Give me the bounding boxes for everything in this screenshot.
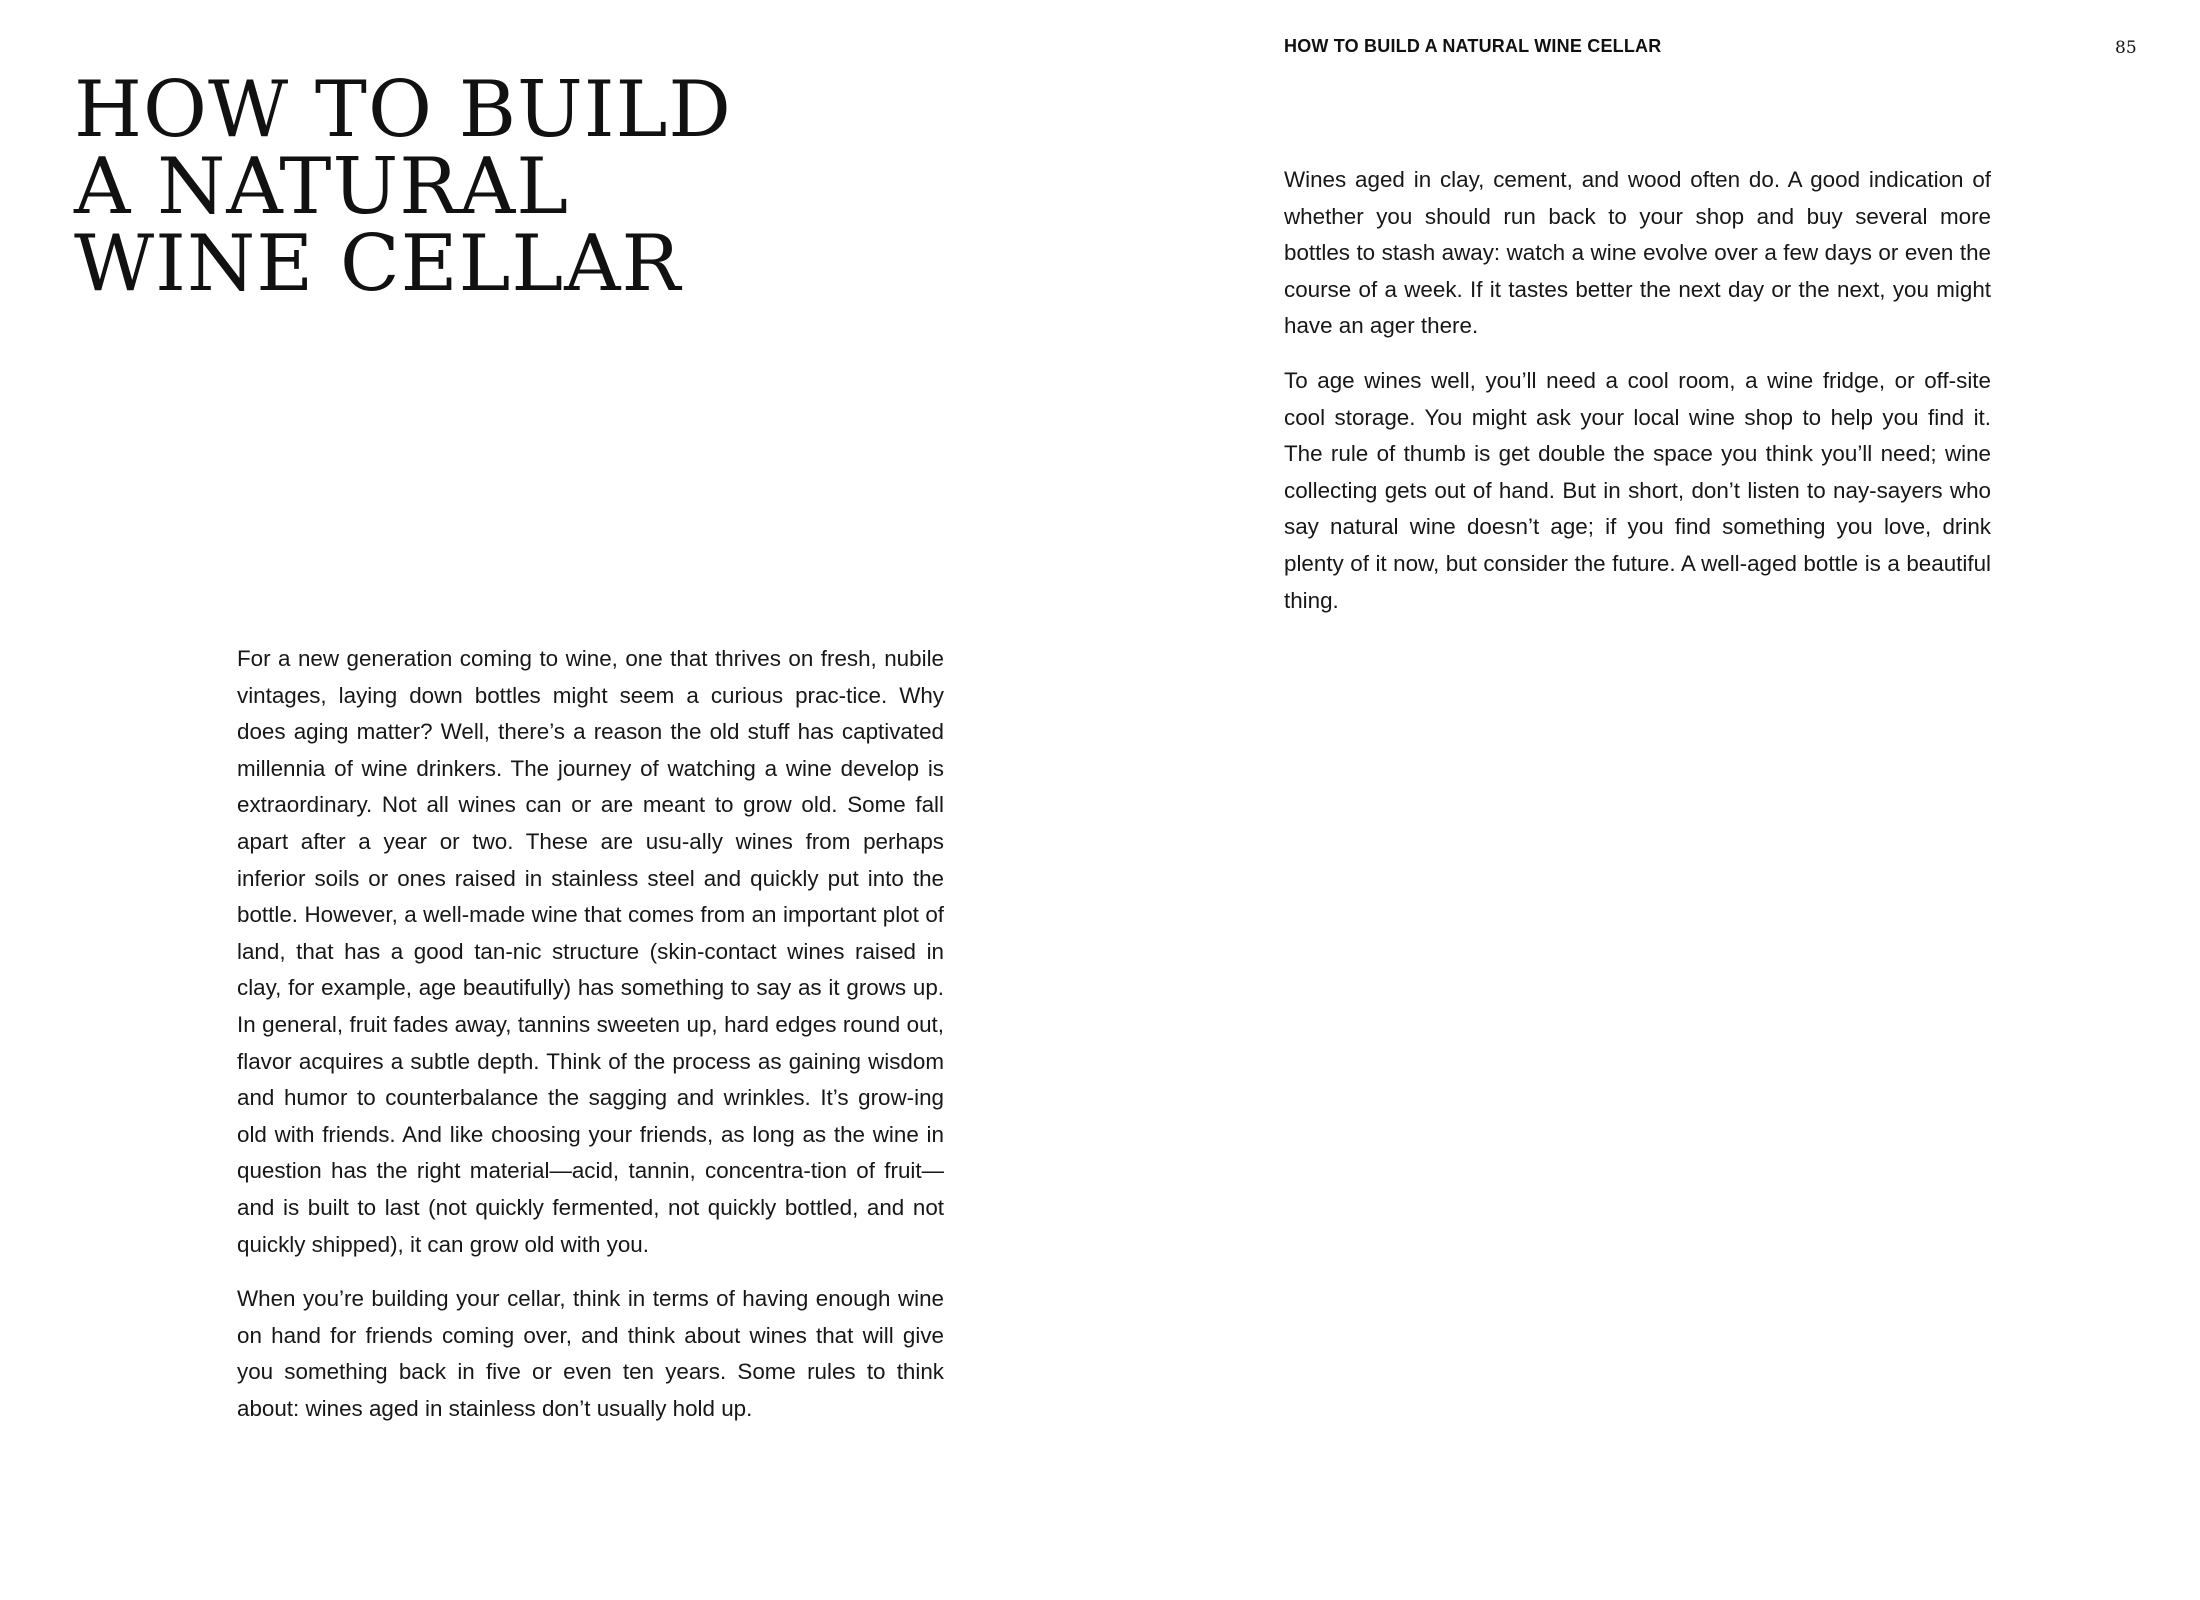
chapter-title-line-1: HOW TO BUILD <box>74 65 732 155</box>
left-page-body <box>237 641 944 1445</box>
body-paragraph: Wines aged in clay, cement, and wood often do. A good indication of whether you should run back to your shop and buy several more bottles to stash away: watch a wine evolve over a few days or even the course of a week. If it tastes better the next day or the next, you might have an ager there. <box>1284 167 1991 339</box>
right-page-body <box>1284 162 1991 637</box>
running-head: HOW TO BUILD A NATURAL WINE CELLAR <box>1284 36 1662 56</box>
body-paragraph: For a new generation coming to wine, one that thrives on fresh, nubile vintages, laying down bottles might seem a curious prac-tice. Why does aging matter? Well, there’s a reason the old stuff has captivated millennia of wine drinkers. The journey of watching a wine develop is extraordinary. Not all wines can or are meant to grow old. Some fall apart after a year or two. These are usu-ally wines from perhaps inferior soils or ones raised in stainless steel and quickly put into the bottle. However, a well-made wine that comes from an important plot of land, that has a good tan-nic structure (skin-contact wines raised in clay, for example, age beautifully) has something to say as it grows up. In general, fruit fades away, tannins sweeten up, hard edges round out, flavor acquires a subtle depth. Think of the process as gaining wisdom and humor to counterbalance the sagging and wrinkles. It’s grow-ing old with friends. And like choosing your friends, as long as the wine in question has the right material—acid, tannin, concentra-tion of fruit—and is built to last (not quickly fermented, not quickly bottled, and not quickly shipped), it can grow old with you. <box>237 646 944 1257</box>
body-paragraph: To age wines well, you’ll need a cool room, a wine fridge, or off-site cool storage. You might ask your local wine shop to help you find it. The rule of thumb is get double the space you think you’ll need; wine collecting gets out of hand. But in short, don’t listen to nay-sayers who say natural wine doesn’t age; if you find something you love, drink plenty of it now, but consider the future. A well-aged bottle is a beautiful thing. <box>1284 367 1991 613</box>
right-page <box>1100 0 2200 1600</box>
page-number: 85 <box>2115 38 2137 58</box>
chapter-title-line-3: WINE CELLAR <box>74 219 682 309</box>
chapter-title-line-2: A NATURAL <box>74 142 570 232</box>
body-paragraph: When you’re building your cellar, think in terms of having enough wine on hand for friends coming over, and think about wines that will give you something back in five or even ten years. Some rules to think about: wines aged in stainless don’t usually hold up. <box>237 1286 944 1421</box>
chapter-title <box>74 65 834 309</box>
